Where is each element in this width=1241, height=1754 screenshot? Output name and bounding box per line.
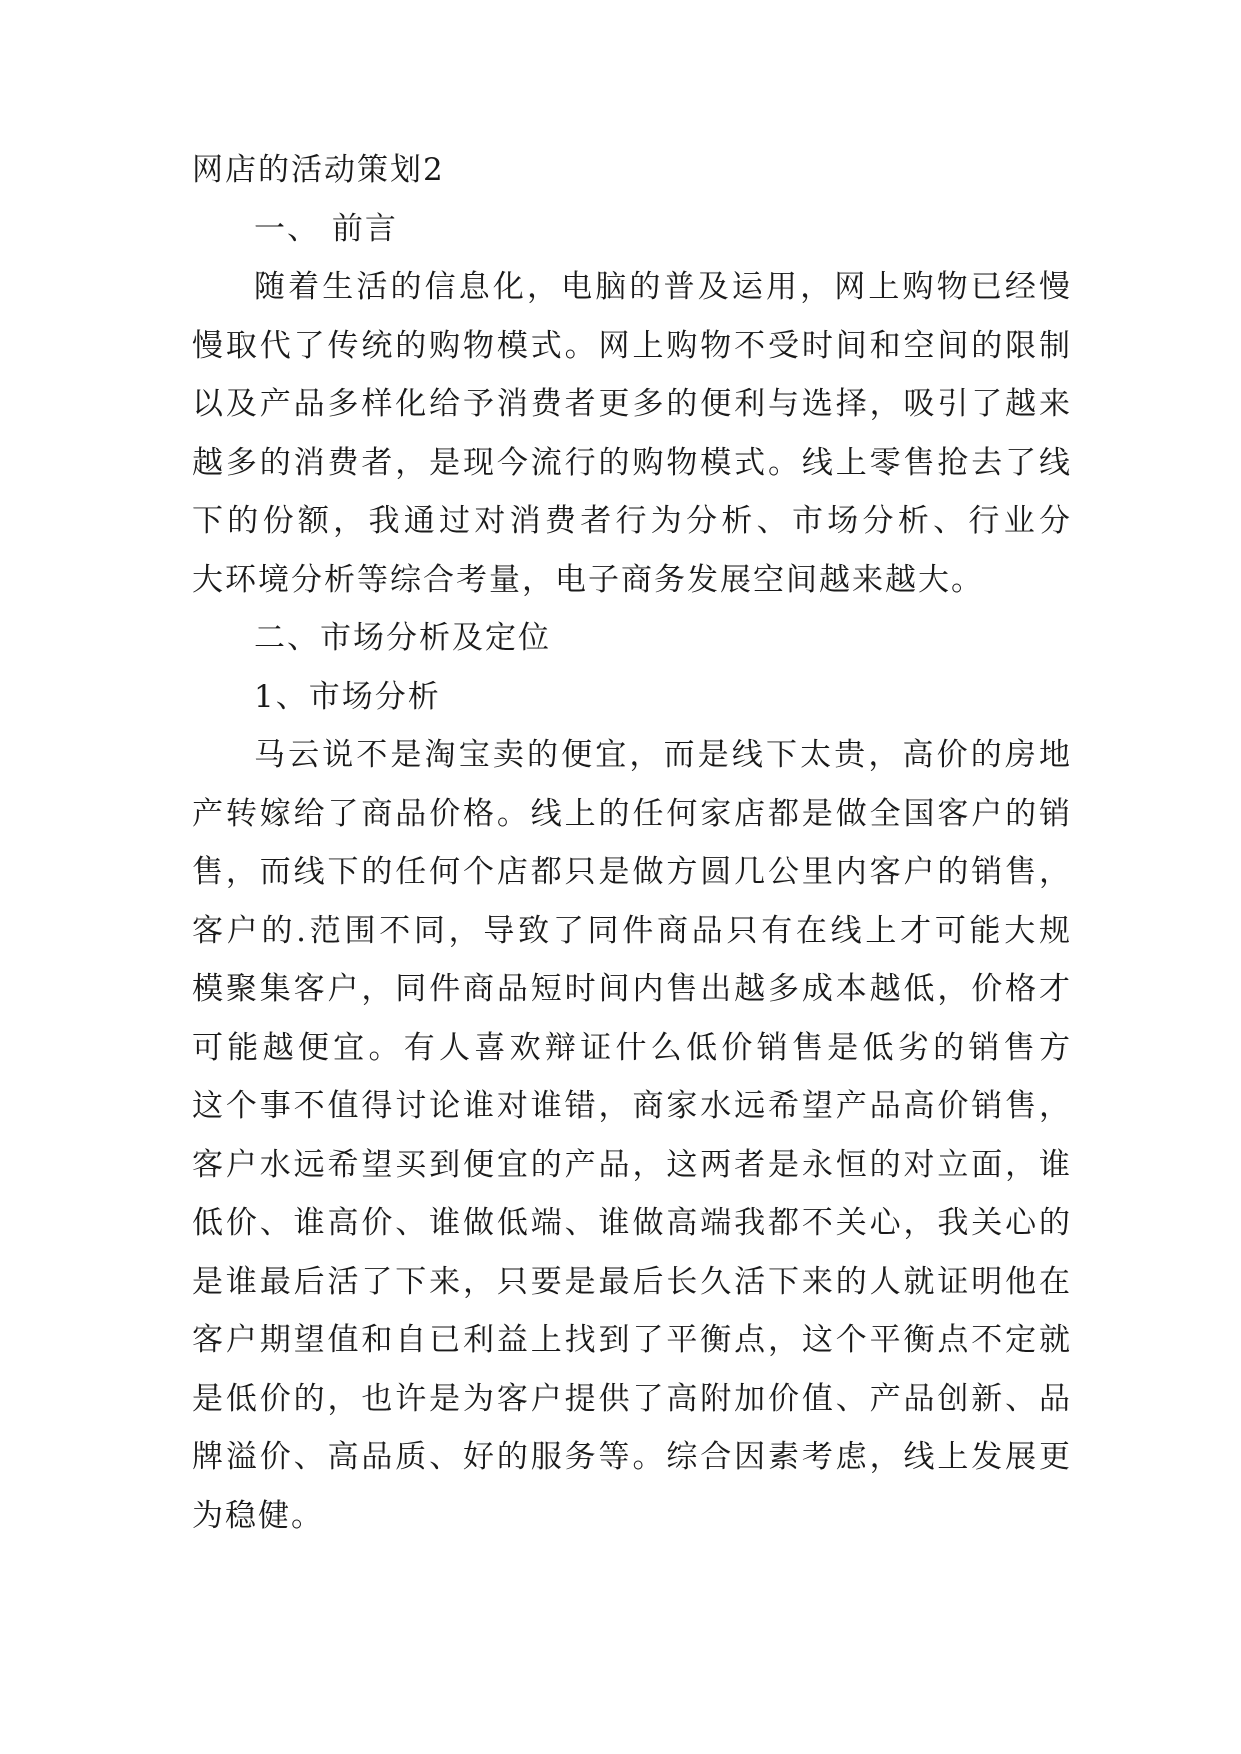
paragraph-line: 随着生活的信息化，电脑的普及运用，网上购物已经慢 xyxy=(254,269,1072,305)
paragraph-line: 大环境分析等综合考量，电子商务发展空间越来越大。 xyxy=(192,562,984,598)
paragraph-line: 低价、谁高价、谁做低端、谁做高端我都不关心，我关心的 xyxy=(192,1205,1072,1241)
document-title: 网店的活动策划2 xyxy=(192,152,445,188)
paragraph-line: 二、市场分析及定位 xyxy=(254,620,551,656)
paragraph-line: 马云说不是淘宝卖的便宜，而是线下太贵，高价的房地 xyxy=(254,737,1072,773)
paragraph-line: 产转嫁给了商品价格。线上的任何家店都是做全国客户的销 xyxy=(192,796,1072,832)
paragraph-line: 一、 前言 xyxy=(254,211,398,247)
paragraph-line: 这个事不值得讨论谁对谁错，商家水远希望产品高价销售， xyxy=(192,1088,1072,1124)
paragraph-line: 模聚集客户，同件商品短时间内售出越多成本越低，价格才 xyxy=(192,971,1072,1007)
paragraph-line: 以及产品多样化给予消费者更多的便利与选择，吸引了越来 xyxy=(192,386,1072,422)
paragraph-line: 是谁最后活了下来，只要是最后长久活下来的人就证明他在 xyxy=(192,1264,1072,1300)
paragraph-line: 客户的.范围不同，导致了同件商品只有在线上才可能大规 xyxy=(192,913,1072,949)
paragraph-line: 是低价的，也许是为客户提供了高附加价值、产品创新、品 xyxy=(192,1381,1072,1417)
paragraph-line: 可能越便宜。有人喜欢辩证什么低价销售是低劣的销售方 xyxy=(192,1030,1072,1066)
paragraph-line: 客户期望值和自已利益上找到了平衡点，这个平衡点不定就 xyxy=(192,1322,1072,1358)
paragraph-line: 为稳健。 xyxy=(192,1498,324,1534)
paragraph-line: 售，而线下的任何个店都只是做方圆几公里内客户的销售， xyxy=(192,854,1072,890)
paragraph-line: 慢取代了传统的购物模式。网上购物不受时间和空间的限制 xyxy=(192,328,1072,364)
paragraph-line: 越多的消费者，是现今流行的购物模式。线上零售抢去了线 xyxy=(192,445,1072,481)
paragraph-line: 下的份额，我通过对消费者行为分析、市场分析、行业分 xyxy=(192,503,1072,539)
paragraph-line: 客户水远希望买到便宜的产品，这两者是永恒的对立面，谁 xyxy=(192,1147,1072,1183)
paragraph-line: 1、市场分析 xyxy=(254,679,441,715)
paragraph-line: 牌溢价、高品质、好的服务等。综合因素考虑，线上发展更 xyxy=(192,1439,1072,1475)
